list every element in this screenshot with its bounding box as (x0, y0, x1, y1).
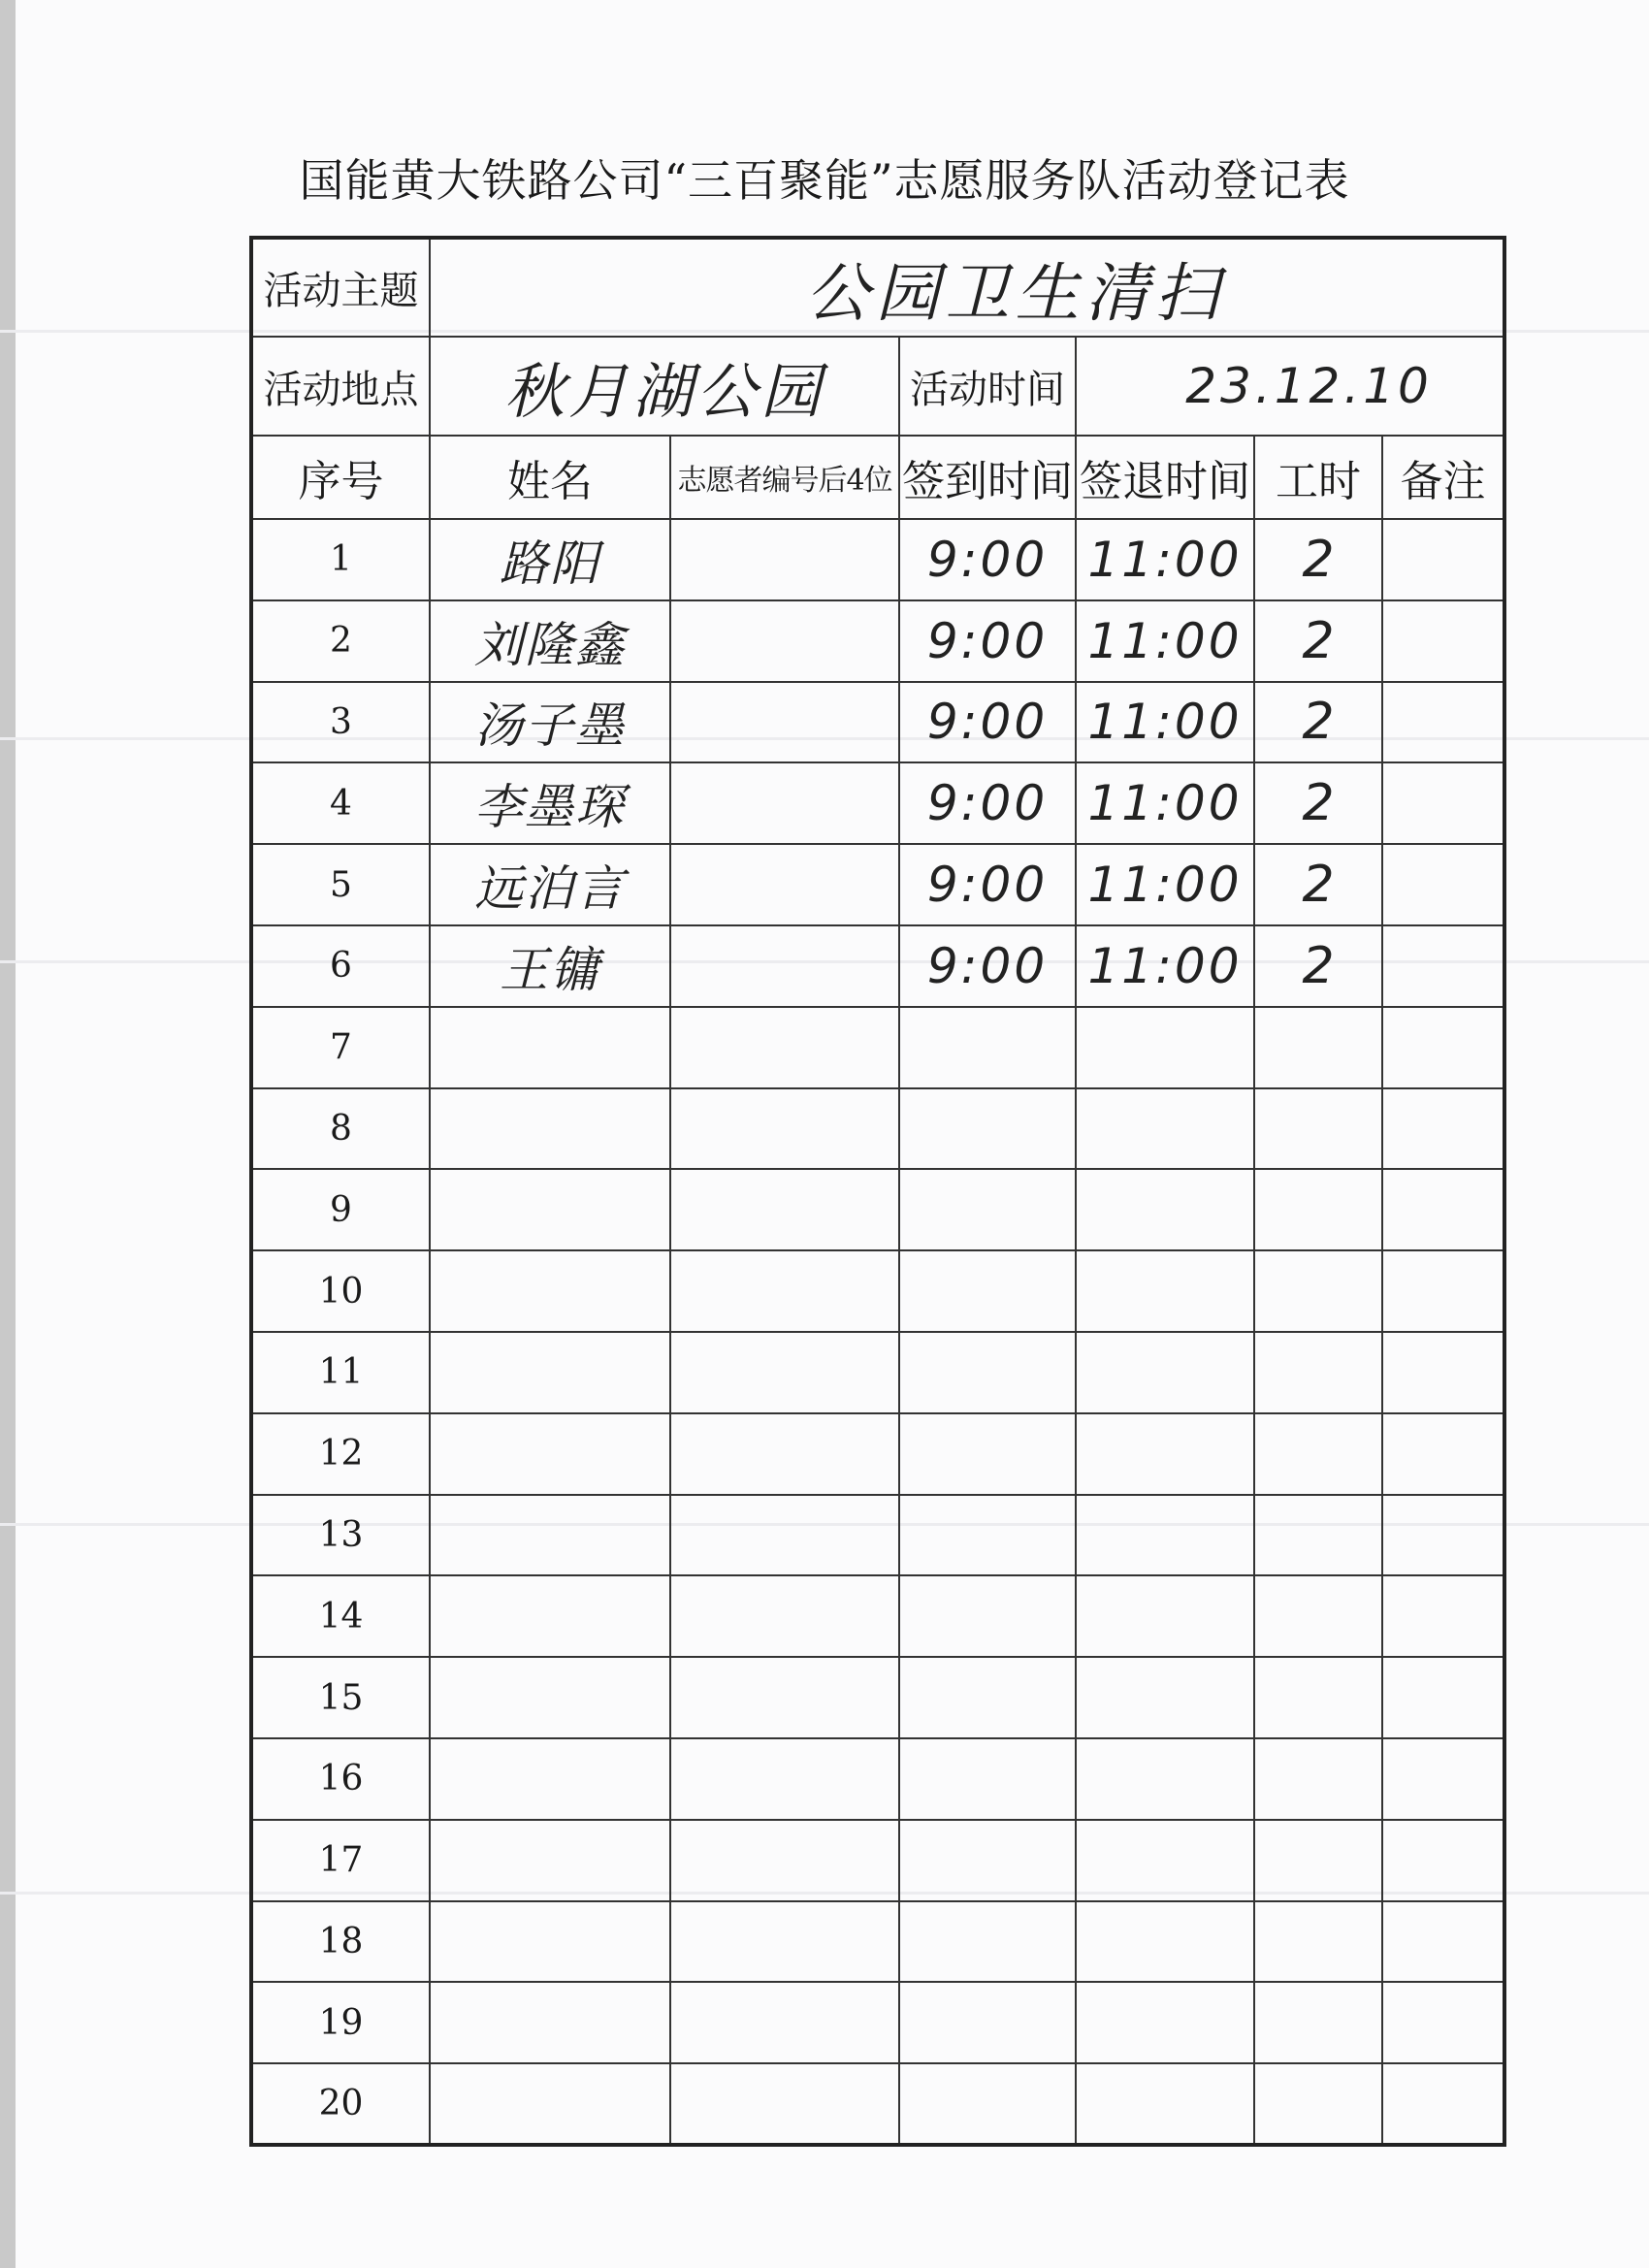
theme-value: 公园卫生清扫 (430, 238, 1504, 337)
work-hours-cell (1254, 1657, 1382, 1738)
sign-in-time-cell: 9:00 (899, 600, 1076, 682)
table-row (251, 1575, 1504, 1657)
row-number-cell: 9 (251, 1169, 430, 1250)
notes-cell (1382, 1738, 1504, 1820)
work-hours-cell (1254, 1007, 1382, 1088)
form-title: 国能黄大铁路公司“三百聚能”志愿服务队活动登记表 (299, 154, 1350, 207)
work-hours-cell (1254, 1738, 1382, 1820)
notes-cell (1382, 600, 1504, 682)
notes-cell (1382, 844, 1504, 925)
work-hours-cell: 2 (1254, 682, 1382, 763)
sign-in-time-cell (899, 1169, 1076, 1250)
table-row (251, 600, 1504, 682)
sign-in-time-cell: 9:00 (899, 519, 1076, 600)
notes-cell (1382, 1007, 1504, 1088)
sign-in-time-cell (899, 1982, 1076, 2063)
header-sign-out: 签退时间 (1076, 436, 1254, 519)
sign-out-time-cell (1076, 1982, 1254, 2063)
time-label: 活动时间 (899, 337, 1076, 436)
row-number-cell: 11 (251, 1332, 430, 1413)
sign-in-time-cell (899, 1820, 1076, 1901)
sign-out-time-cell (1076, 1332, 1254, 1413)
header-notes: 备注 (1382, 436, 1504, 519)
volunteer-name-cell (430, 1657, 670, 1738)
sign-in-time-cell (899, 1901, 1076, 1983)
volunteer-name-cell: 王镛 (430, 925, 670, 1007)
notes-cell (1382, 1088, 1504, 1170)
volunteer-id-last4-cell (670, 1982, 899, 2063)
row-number-cell: 8 (251, 1088, 430, 1170)
volunteer-id-last4-cell (670, 519, 899, 600)
work-hours-cell: 2 (1254, 762, 1382, 844)
volunteer-id-last4-cell (670, 1169, 899, 1250)
volunteer-id-last4-cell (670, 1088, 899, 1170)
table-row (251, 1169, 1504, 1250)
table-row (251, 1088, 1504, 1170)
theme-row (251, 238, 1504, 337)
volunteer-id-last4-cell (670, 1332, 899, 1413)
sign-in-time-cell: 9:00 (899, 762, 1076, 844)
volunteer-name-cell: 刘隆鑫 (430, 600, 670, 682)
sign-out-time-cell (1076, 2063, 1254, 2145)
time-value: 23.12.10 (1076, 337, 1504, 436)
work-hours-cell (1254, 1901, 1382, 1983)
work-hours-cell: 2 (1254, 844, 1382, 925)
volunteer-name-cell (430, 1332, 670, 1413)
volunteer-id-last4-cell (670, 682, 899, 763)
volunteer-name-cell (430, 2063, 670, 2145)
sign-out-time-cell (1076, 1007, 1254, 1088)
volunteer-name-cell: 汤子墨 (430, 682, 670, 763)
sign-in-time-cell (899, 1575, 1076, 1657)
table-row (251, 682, 1504, 763)
table-row (251, 1982, 1504, 2063)
volunteer-id-last4-cell (670, 762, 899, 844)
volunteer-id-last4-cell (670, 1495, 899, 1576)
sign-out-time-cell (1076, 1088, 1254, 1170)
header-no: 序号 (251, 436, 430, 519)
volunteer-name-cell (430, 1413, 670, 1495)
notes-cell (1382, 1820, 1504, 1901)
work-hours-cell (1254, 1169, 1382, 1250)
table-row (251, 1738, 1504, 1820)
row-number-cell: 14 (251, 1575, 430, 1657)
work-hours-cell (1254, 1332, 1382, 1413)
table-row (251, 519, 1504, 600)
row-number-cell: 7 (251, 1007, 430, 1088)
volunteer-id-last4-cell (670, 1738, 899, 1820)
sign-out-time-cell: 11:00 (1076, 844, 1254, 925)
table-row (251, 844, 1504, 925)
notes-cell (1382, 1169, 1504, 1250)
sign-in-time-cell: 9:00 (899, 682, 1076, 763)
notes-cell (1382, 1332, 1504, 1413)
table-row (251, 1820, 1504, 1901)
work-hours-cell (1254, 1088, 1382, 1170)
notes-cell (1382, 1982, 1504, 2063)
scan-edge (0, 0, 16, 2268)
sign-out-time-cell (1076, 1495, 1254, 1576)
row-number-cell: 13 (251, 1495, 430, 1576)
volunteer-id-last4-cell (670, 1657, 899, 1738)
sign-out-time-cell (1076, 1738, 1254, 1820)
notes-cell (1382, 762, 1504, 844)
sign-out-time-cell (1076, 1901, 1254, 1983)
notes-cell (1382, 519, 1504, 600)
volunteer-id-last4-cell (670, 1007, 899, 1088)
work-hours-cell: 2 (1254, 519, 1382, 600)
notes-cell (1382, 1657, 1504, 1738)
sign-out-time-cell: 11:00 (1076, 682, 1254, 763)
sign-in-time-cell (899, 1250, 1076, 1332)
table-row (251, 925, 1504, 1007)
volunteer-name-cell: 路阳 (430, 519, 670, 600)
volunteer-id-last4-cell (670, 1820, 899, 1901)
row-number-cell: 2 (251, 600, 430, 682)
notes-cell (1382, 682, 1504, 763)
work-hours-cell (1254, 2063, 1382, 2145)
sign-in-time-cell (899, 1495, 1076, 1576)
volunteer-name-cell: 远泊言 (430, 844, 670, 925)
row-number-cell: 20 (251, 2063, 430, 2145)
work-hours-cell (1254, 1413, 1382, 1495)
header-sign-in: 签到时间 (899, 436, 1076, 519)
sign-out-time-cell (1076, 1575, 1254, 1657)
sign-in-time-cell (899, 1088, 1076, 1170)
header-name: 姓名 (430, 436, 670, 519)
row-number-cell: 15 (251, 1657, 430, 1738)
table-row (251, 1657, 1504, 1738)
location-value: 秋月湖公园 (430, 337, 899, 436)
volunteer-id-last4-cell (670, 1413, 899, 1495)
notes-cell (1382, 925, 1504, 1007)
sign-in-time-cell (899, 1332, 1076, 1413)
table-row (251, 1250, 1504, 1332)
notes-cell (1382, 1413, 1504, 1495)
volunteer-name-cell (430, 1901, 670, 1983)
work-hours-cell (1254, 1250, 1382, 1332)
work-hours-cell: 2 (1254, 925, 1382, 1007)
volunteer-name-cell (430, 1982, 670, 2063)
row-number-cell: 18 (251, 1901, 430, 1983)
volunteer-id-last4-cell (670, 1250, 899, 1332)
row-number-cell: 12 (251, 1413, 430, 1495)
sign-in-time-cell (899, 1738, 1076, 1820)
volunteer-name-cell (430, 1738, 670, 1820)
row-number-cell: 3 (251, 682, 430, 763)
registration-table (249, 236, 1506, 2147)
header-row (251, 436, 1504, 519)
row-number-cell: 17 (251, 1820, 430, 1901)
volunteer-name-cell (430, 1495, 670, 1576)
row-number-cell: 10 (251, 1250, 430, 1332)
sign-out-time-cell: 11:00 (1076, 925, 1254, 1007)
volunteer-id-last4-cell (670, 600, 899, 682)
sign-in-time-cell (899, 1657, 1076, 1738)
volunteer-id-last4-cell (670, 1575, 899, 1657)
work-hours-cell (1254, 1495, 1382, 1576)
location-row (251, 337, 1504, 436)
row-number-cell: 5 (251, 844, 430, 925)
sign-out-time-cell (1076, 1413, 1254, 1495)
row-number-cell: 16 (251, 1738, 430, 1820)
sign-in-time-cell (899, 2063, 1076, 2145)
row-number-cell: 4 (251, 762, 430, 844)
location-label: 活动地点 (251, 337, 430, 436)
volunteer-name-cell (430, 1820, 670, 1901)
sign-out-time-cell: 11:00 (1076, 762, 1254, 844)
volunteer-id-last4-cell (670, 844, 899, 925)
volunteer-name-cell (430, 1575, 670, 1657)
work-hours-cell (1254, 1820, 1382, 1901)
theme-label: 活动主题 (251, 238, 430, 337)
sign-in-time-cell: 9:00 (899, 925, 1076, 1007)
table-row (251, 1495, 1504, 1576)
table-row (251, 2063, 1504, 2145)
sign-out-time-cell (1076, 1250, 1254, 1332)
sign-out-time-cell (1076, 1657, 1254, 1738)
sign-in-time-cell (899, 1007, 1076, 1088)
table-row (251, 1332, 1504, 1413)
work-hours-cell (1254, 1982, 1382, 2063)
header-volunteer-id: 志愿者编号后4位 (670, 436, 899, 519)
volunteer-name-cell (430, 1007, 670, 1088)
notes-cell (1382, 2063, 1504, 2145)
sign-out-time-cell: 11:00 (1076, 600, 1254, 682)
volunteer-id-last4-cell (670, 2063, 899, 2145)
table-row (251, 1413, 1504, 1495)
row-number-cell: 19 (251, 1982, 430, 2063)
volunteer-id-last4-cell (670, 1901, 899, 1983)
work-hours-cell (1254, 1575, 1382, 1657)
notes-cell (1382, 1901, 1504, 1983)
row-number-cell: 6 (251, 925, 430, 1007)
sign-in-time-cell: 9:00 (899, 844, 1076, 925)
volunteer-id-last4-cell (670, 925, 899, 1007)
notes-cell (1382, 1250, 1504, 1332)
volunteer-name-cell (430, 1250, 670, 1332)
sign-in-time-cell (899, 1413, 1076, 1495)
notes-cell (1382, 1495, 1504, 1576)
volunteer-name-cell (430, 1088, 670, 1170)
row-number-cell: 1 (251, 519, 430, 600)
table-row (251, 1901, 1504, 1983)
table-row (251, 762, 1504, 844)
sign-out-time-cell: 11:00 (1076, 519, 1254, 600)
work-hours-cell: 2 (1254, 600, 1382, 682)
notes-cell (1382, 1575, 1504, 1657)
sign-out-time-cell (1076, 1169, 1254, 1250)
volunteer-name-cell (430, 1169, 670, 1250)
table-row (251, 1007, 1504, 1088)
volunteer-name-cell: 李墨琛 (430, 762, 670, 844)
sign-out-time-cell (1076, 1820, 1254, 1901)
header-hours: 工时 (1254, 436, 1382, 519)
